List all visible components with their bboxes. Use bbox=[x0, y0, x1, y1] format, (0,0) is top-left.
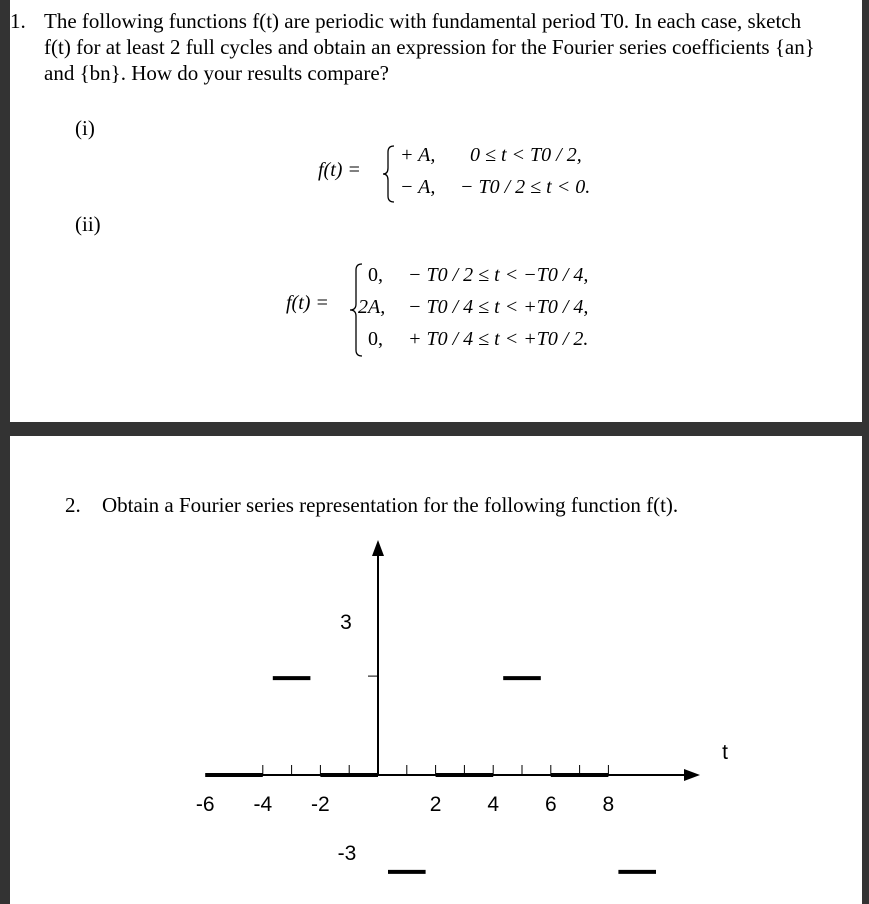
part-ii-case-2-condition: − T0 / 4 ≤ t < +T0 / 4, bbox=[408, 296, 589, 318]
part-i-case-2-condition: − T0 / 2 ≤ t < 0. bbox=[460, 176, 591, 198]
problem-1-number: 1. bbox=[10, 9, 26, 33]
part-i-case-1-value: + A, bbox=[400, 144, 436, 166]
part-ii-label: (ii) bbox=[75, 212, 101, 236]
y-annotation-3: 3 bbox=[340, 611, 352, 634]
problem-1-line-1-text: The following functions f(t) are periodic with fundamental period T0. In each case, sketch bbox=[44, 9, 802, 33]
x-tick-label: 2 bbox=[429, 793, 442, 816]
part-ii-lhs: f(t) = bbox=[286, 292, 329, 314]
x-tick-label: 4 bbox=[487, 793, 500, 816]
part-i-lhs: f(t) = bbox=[318, 159, 361, 181]
part-ii-case-1-condition: − T0 / 2 ≤ t < −T0 / 4, bbox=[408, 264, 589, 286]
part-i-case-2-value: − A, bbox=[400, 176, 436, 198]
problem-2-panel bbox=[10, 436, 862, 904]
part-ii-case-3-condition: + T0 / 4 ≤ t < +T0 / 2. bbox=[408, 328, 589, 350]
problem-1-line-1 bbox=[44, 8, 801, 34]
problem-1-line-3 bbox=[44, 60, 389, 86]
problem-1-line-2-text: f(t) for at least 2 full cycles and obtain an expression for the Fourier series coefficients {an} bbox=[44, 35, 815, 59]
x-axis-arrowhead bbox=[684, 769, 700, 781]
x-tick-label: -6 bbox=[195, 793, 215, 816]
y-annotation-neg-3: -3 bbox=[337, 842, 357, 865]
waveform-graph bbox=[10, 436, 862, 904]
part-i-label: (i) bbox=[75, 116, 95, 140]
part-ii-case-3-value: 0, bbox=[368, 328, 383, 350]
part-i-case-1-condition: 0 ≤ t < T0 / 2, bbox=[470, 144, 582, 166]
x-tick-label: -4 bbox=[253, 793, 273, 816]
problem-1-panel bbox=[10, 0, 862, 422]
part-ii-case-1-value: 0, bbox=[368, 264, 383, 286]
x-tick-labels bbox=[196, 793, 614, 816]
problem-1-line-3-text: and {bn}. How do your results compare? bbox=[44, 61, 389, 85]
problem-2-number: 2. bbox=[65, 493, 81, 517]
x-axis-label-t: t bbox=[722, 741, 728, 764]
part-i-brace bbox=[382, 144, 398, 204]
part-ii-case-2-value: 2A, bbox=[358, 296, 386, 318]
x-tick-label: 6 bbox=[544, 793, 557, 816]
problem-2-text: Obtain a Fourier series representation for the following function f(t). bbox=[102, 493, 679, 517]
x-tick-label: 8 bbox=[602, 793, 615, 816]
x-tick-label: -2 bbox=[311, 793, 330, 816]
y-axis-arrowhead bbox=[372, 540, 384, 556]
problem-1-line-2 bbox=[44, 34, 815, 60]
